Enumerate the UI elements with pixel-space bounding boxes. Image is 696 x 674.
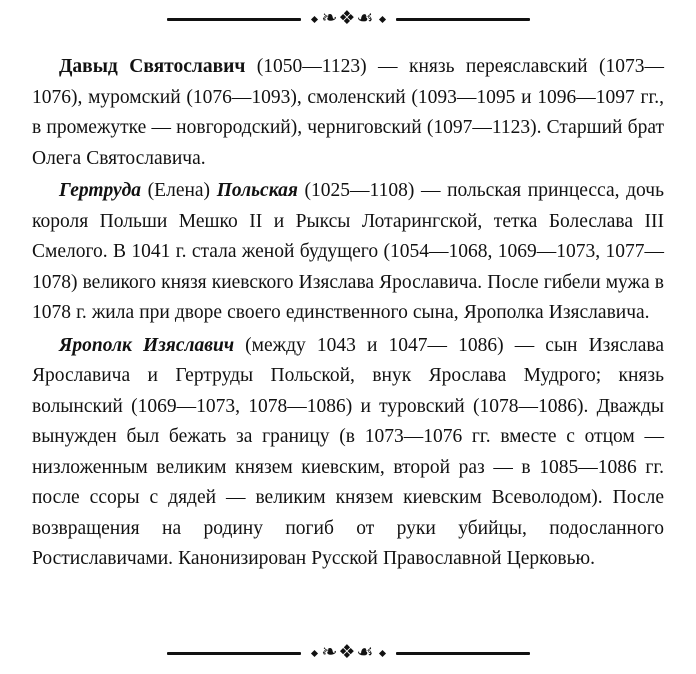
ornament-diamond-left (310, 15, 317, 22)
entry-name-gertruda: Гертруда (59, 180, 142, 201)
entry-name-david: Давыд Святославич (59, 56, 246, 77)
body-text (18, 34, 678, 575)
ornament-rule-left-bottom (167, 652, 301, 655)
ornament-diamond-right (378, 15, 385, 22)
ornament-rule-right (396, 18, 530, 21)
entry-name-gertruda-alias: (Елена) (141, 180, 217, 201)
ornament-rule-right-bottom (396, 652, 530, 655)
entry-name-gertruda-surname: Польская (216, 180, 298, 201)
paragraph-david-svyatoslavich (32, 52, 664, 174)
ornament-divider-top (18, 4, 678, 34)
ornament-center-glyphs-bottom: ❧❖☙ (321, 640, 375, 663)
entry-body-david: (1050—1123) — князь переяславский (1073—1076), муромский (1076—1093), смоленский (1093—1095 и 1096—1097 гг., в промежутке — новгородский), черниговский (1097—1123). Старший брат Олега Святославича. (32, 56, 664, 169)
ornament-diamond-left-bottom (310, 649, 317, 656)
ornament-rule-left (167, 18, 301, 21)
ornament-center-glyphs: ❧❖☙ (321, 6, 375, 29)
paragraph-gertruda-polskaya (32, 176, 664, 329)
entry-body-gertruda: (1025—1108) — польская принцесса, дочь короля Польши Мешко II и Рыксы Лотарингской, тетка Болеслава III Смелого. В 1041 г. стала женой будущего (1054—1068, 1069—1073, 1077—1078) великого князя киевского Изяслава Ярославича. После гибели мужа в 1078 г. жила при дворе своего единственного сына, Ярополка Изяславича. (32, 180, 664, 323)
paragraph-yaropolk-izyaslavich (32, 331, 664, 575)
entry-name-yaropolk: Ярополк Изяславич (59, 334, 235, 356)
document-page (0, 4, 696, 674)
entry-body-yaropolk: (между 1043 и 1047— 1086) — сын Изяслава Ярославича и Гертруды Польской, внук Ярослава Мудрого; князь волынский (1069—1073, 1078—1086) и туровский (1078—1086). Дважды вынужден был бежать за границу (в 1073—1076 гг. вместе с отцом — низложенным великим князем киевским, второй раз — в 1085—1086 гг. после ссоры с дядей — великим князем киевским Всеволодом). После возвращения на родину погиб от руки убийцы, подосланного Ростиславичами. Канонизирован Русской Православной Церковью. (32, 334, 664, 569)
ornament-divider-bottom (18, 638, 678, 668)
ornament-diamond-right-bottom (378, 649, 385, 656)
